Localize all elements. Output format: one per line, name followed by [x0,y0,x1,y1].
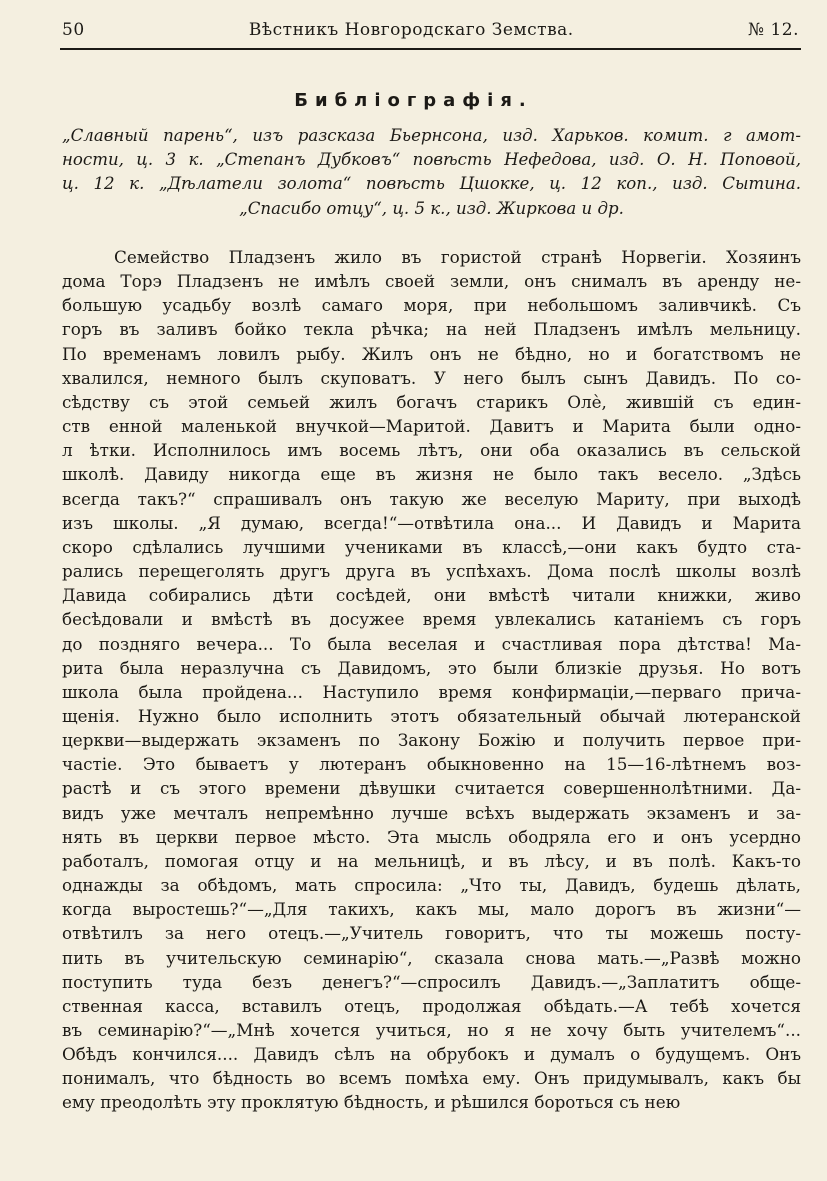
body-line: большую усадьбу возлѣ самаго моря, при небольшомъ заливчикѣ. Съ [62,295,801,316]
bibliography-line: ности, ц. 3 к. „Степанъ Дубковъ“ повѣсть Нефедова, изд. О. Н. Поповой, [62,150,801,170]
body-line: школа была пройдена... Наступило время конфирмаціи,—перваго прича- [62,681,801,702]
body-line: церкви—выдержать экзаменъ по Закону Божію и получить первое при- [62,730,801,751]
bibliography-list [62,124,801,221]
section-title: Библіографія. [294,90,533,111]
body-line: поступить туда безъ денегъ?“—спросилъ Давидъ.—„Заплатитъ обще- [62,971,801,992]
article-body [62,245,801,1115]
body-line: видъ уже мечталъ непремѣнно лучше всѣхъ выдержать экзаменъ и за- [62,802,801,823]
body-line: бесѣдовали и вмѣстѣ въ досужее время увлекались катаніемъ съ горъ [62,609,801,630]
body-line: нять въ церкви первое мѣсто. Эта мысль ободряла его и онъ усердно [62,826,801,847]
body-line: щенія. Нужно было исполнить этотъ обязательный обычай лютеранской [62,705,801,726]
bibliography-line: „Спасибо отцу“, ц. 5 к., изд. Жиркова и др. [239,198,624,218]
body-line: растѣ и съ этого времени дѣвушки считается совершеннолѣтними. Да- [62,778,801,799]
body-line: рались перещеголять другъ друга въ успѣхахъ. Дома послѣ школы возлѣ [62,561,801,582]
body-line: Обѣдъ кончился.... Давидъ сѣлъ на обрубокъ и думалъ о будущемъ. Онъ [62,1044,801,1065]
bibliography-line: „Славный парень“, изъ разсказа Бьернсона, изд. Харьков. комит. г амот- [62,126,801,145]
page-number: 50 [62,20,85,40]
body-line: понималъ, что бѣдность во всемъ помѣха ему. Онъ придумывалъ, какъ бы [62,1068,801,1089]
body-line: когда выростешь?“—„Для такихъ, какъ мы, мало дорогъ въ жизни“— [62,899,801,920]
body-line: до поздняго вечера... То была веселая и счастливая пора дѣтства! Ма- [62,633,801,654]
body-line: однажды за обѣдомъ, мать спросила: „Что ты, Давидъ, будешь дѣлать, [62,875,801,896]
body-line: рита была неразлучна съ Давидомъ, это были близкіе друзья. Но вотъ [62,657,801,678]
body-line: отвѣтилъ за него отецъ.—„Учитель говоритъ, что ты можешь посту- [62,923,801,944]
body-line: въ семинарію?“—„Мнѣ хочется учиться, но я не хочу быть учителемъ“... [62,1020,801,1040]
body-line: всегда такъ?“ спрашивалъ онъ такую же веселую Мариту, при выходѣ [62,488,801,509]
issue-number: № 12. [747,20,799,40]
body-line: скоро сдѣлались лучшими учениками въ классѣ,—они какъ будто ста- [62,536,801,557]
bibliography-line: ц. 12 к. „Дѣлатели золота“ повѣсть Цшокке, ц. 12 коп., изд. Сытина. [62,174,802,194]
body-line: Давида собирались дѣти сосѣдей, они вмѣстѣ читали книжки, живо [62,585,801,606]
body-line: пить въ учительскую семинарію“, сказала снова мать.—„Развѣ можно [62,947,801,968]
body-line: Семейство Пладзенъ жило въ гористой странѣ Норвегіи. Хозяинъ [114,247,801,267]
body-line: хвалился, немного былъ скуповатъ. У него былъ сынъ Давидъ. По со- [62,367,801,388]
body-line: ему преодолѣть эту проклятую бѣдность, и рѣшился бороться съ нею [62,1092,681,1113]
header-rule [60,48,801,50]
journal-title: Вѣстникъ Новгородскаго Земства. [248,20,574,40]
running-head [62,20,799,46]
body-line: ств енной маленькой внучкой—Маритой. Давитъ и Марита были одно- [62,416,801,437]
body-line: л ѣтки. Исполнилось имъ восемь лѣтъ, они оба оказались въ сельской [62,440,801,461]
body-line: ственная касса, вставилъ отецъ, продолжая обѣдать.—А тебѣ хочется [62,995,801,1016]
body-line: дома Торэ Пладзенъ не имѣлъ своей земли, онъ снималъ въ аренду не- [62,271,801,292]
body-line: частіе. Это бываетъ у лютеранъ обыкновенно на 15—16-лѣтнемъ воз- [62,754,801,775]
body-line: работалъ, помогая отцу и на мельницѣ, и въ лѣсу, и въ полѣ. Какъ-то [62,850,801,871]
body-line: По временамъ ловилъ рыбу. Жилъ онъ не бѣдно, но и богатствомъ не [62,343,801,364]
body-line: сѣдству съ этой семьей жилъ богачъ старикъ Олѐ, жившій съ един- [62,391,801,412]
body-line: школѣ. Давиду никогда еще въ жизня не было такъ весело. „Здѣсь [62,464,801,485]
body-line: изъ школы. „Я думаю, всегда!“—отвѣтила она... И Давидъ и Марита [62,512,801,533]
body-line: горъ въ заливъ бойко текла рѣчка; на ней Пладзенъ имѣлъ мельницу. [62,319,801,340]
